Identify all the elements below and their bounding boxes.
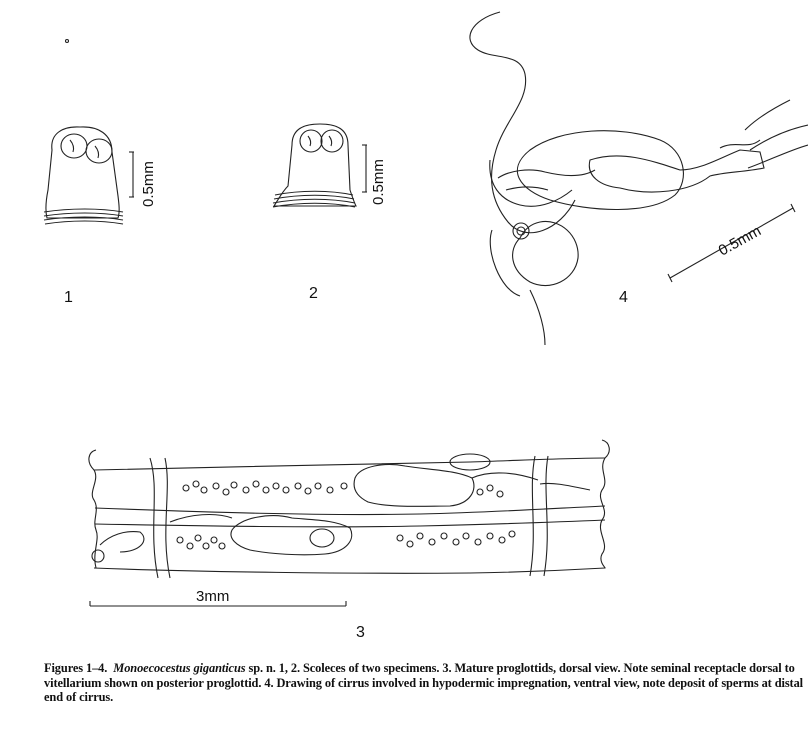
fig1-number: 1 (64, 289, 73, 306)
fig3-proglottids (89, 440, 609, 606)
fig3-number: 3 (356, 624, 365, 641)
stray-dot (66, 40, 69, 43)
fig2-scolex (273, 124, 367, 207)
caption-species: Monoecocestus giganticus (113, 661, 246, 675)
figure-caption (44, 661, 808, 705)
fig1-scolex (44, 127, 134, 224)
caption-text: sp. n. 1, 2. Scoleces of two specimens. 3. Mature proglottids, dorsal view. Note seminal receptacle dorsal to vitellarium shown on posterior proglottid. 4. Drawing of cirrus involved in hypodermic impregnation, ventral view, note deposit of sperms at distal end of cirrus. (44, 661, 804, 704)
fig4-cirrus-drawing (470, 12, 808, 345)
fig4-number: 4 (619, 289, 628, 306)
fig4-scale-label: 0.5mm (715, 222, 765, 260)
fig2-scale-label: 0.5mm (370, 159, 387, 205)
fig2-number: 2 (309, 285, 318, 302)
caption-lead: Figures 1–4. (44, 661, 108, 675)
fig1-scale-label: 0.5mm (140, 161, 157, 207)
fig3-scale-label: 3mm (196, 588, 230, 605)
